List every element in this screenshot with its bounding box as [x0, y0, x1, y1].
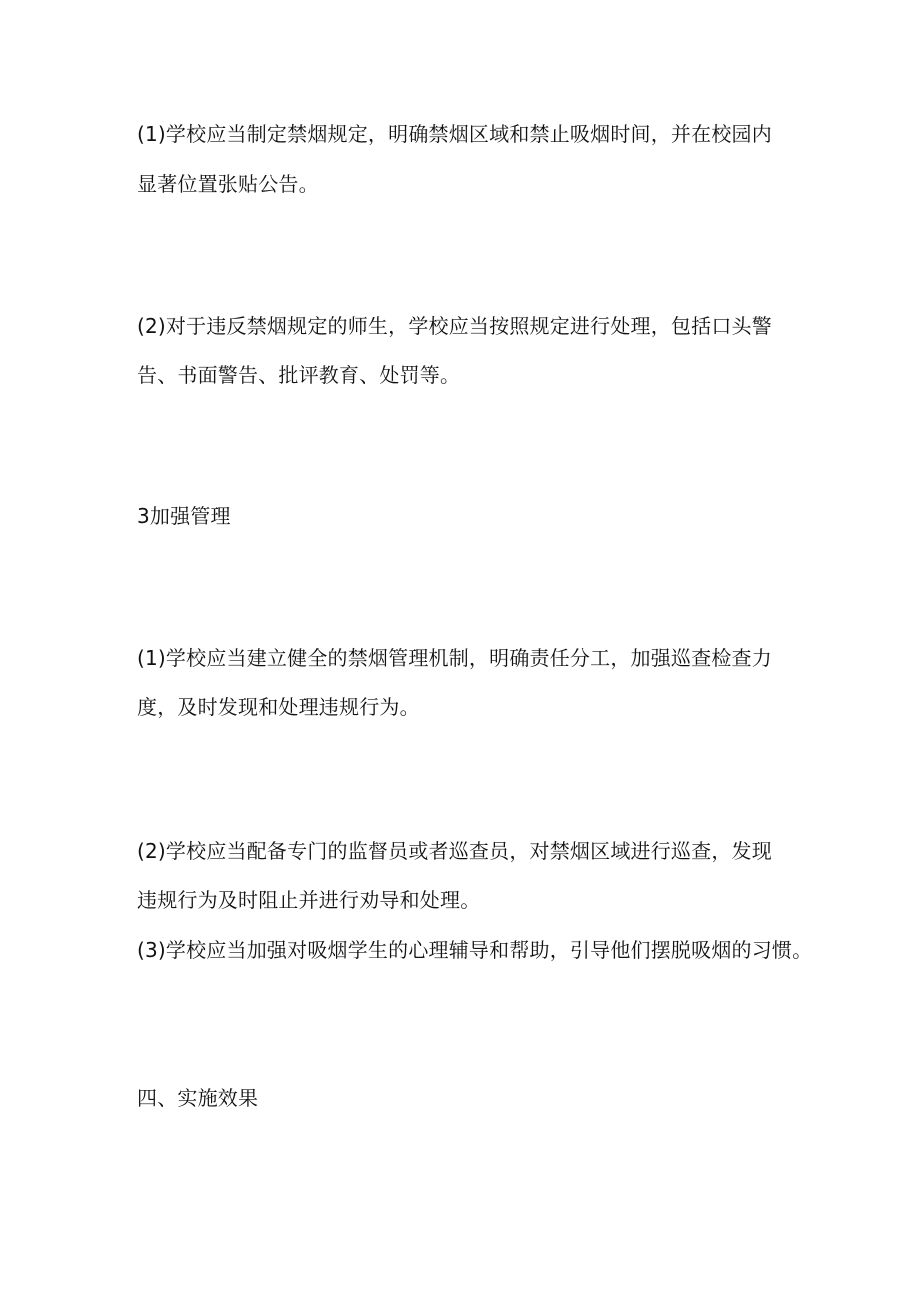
- paragraph-line: (1)学校应当制定禁烟规定，明确禁烟区域和禁止吸烟时间，并在校园内: [137, 122, 772, 146]
- paragraph-line: 度，及时发现和处理违规行为。: [137, 695, 420, 719]
- paragraph-line: 告、书面警告、批评教育、处罚等。: [137, 363, 461, 387]
- paragraph-line: (2)对于违反禁烟规定的师生，学校应当按照规定进行处理，包括口头警: [137, 314, 772, 338]
- paragraph-line: (3)学校应当加强对吸烟学生的心理辅导和帮助，引导他们摆脱吸烟的习惯。: [137, 938, 813, 962]
- section-heading: 四、实施效果: [137, 1086, 259, 1110]
- section-heading: 3加强管理: [137, 504, 231, 528]
- paragraph-line: (2)学校应当配备专门的监督员或者巡查员，对禁烟区域进行巡查，发现: [137, 839, 772, 863]
- paragraph-line: 显著位置张贴公告。: [137, 172, 319, 196]
- paragraph-line: 违规行为及时阻止并进行劝导和处理。: [137, 888, 481, 912]
- paragraph-line: (1)学校应当建立健全的禁烟管理机制，明确责任分工，加强巡查检查力: [137, 646, 772, 670]
